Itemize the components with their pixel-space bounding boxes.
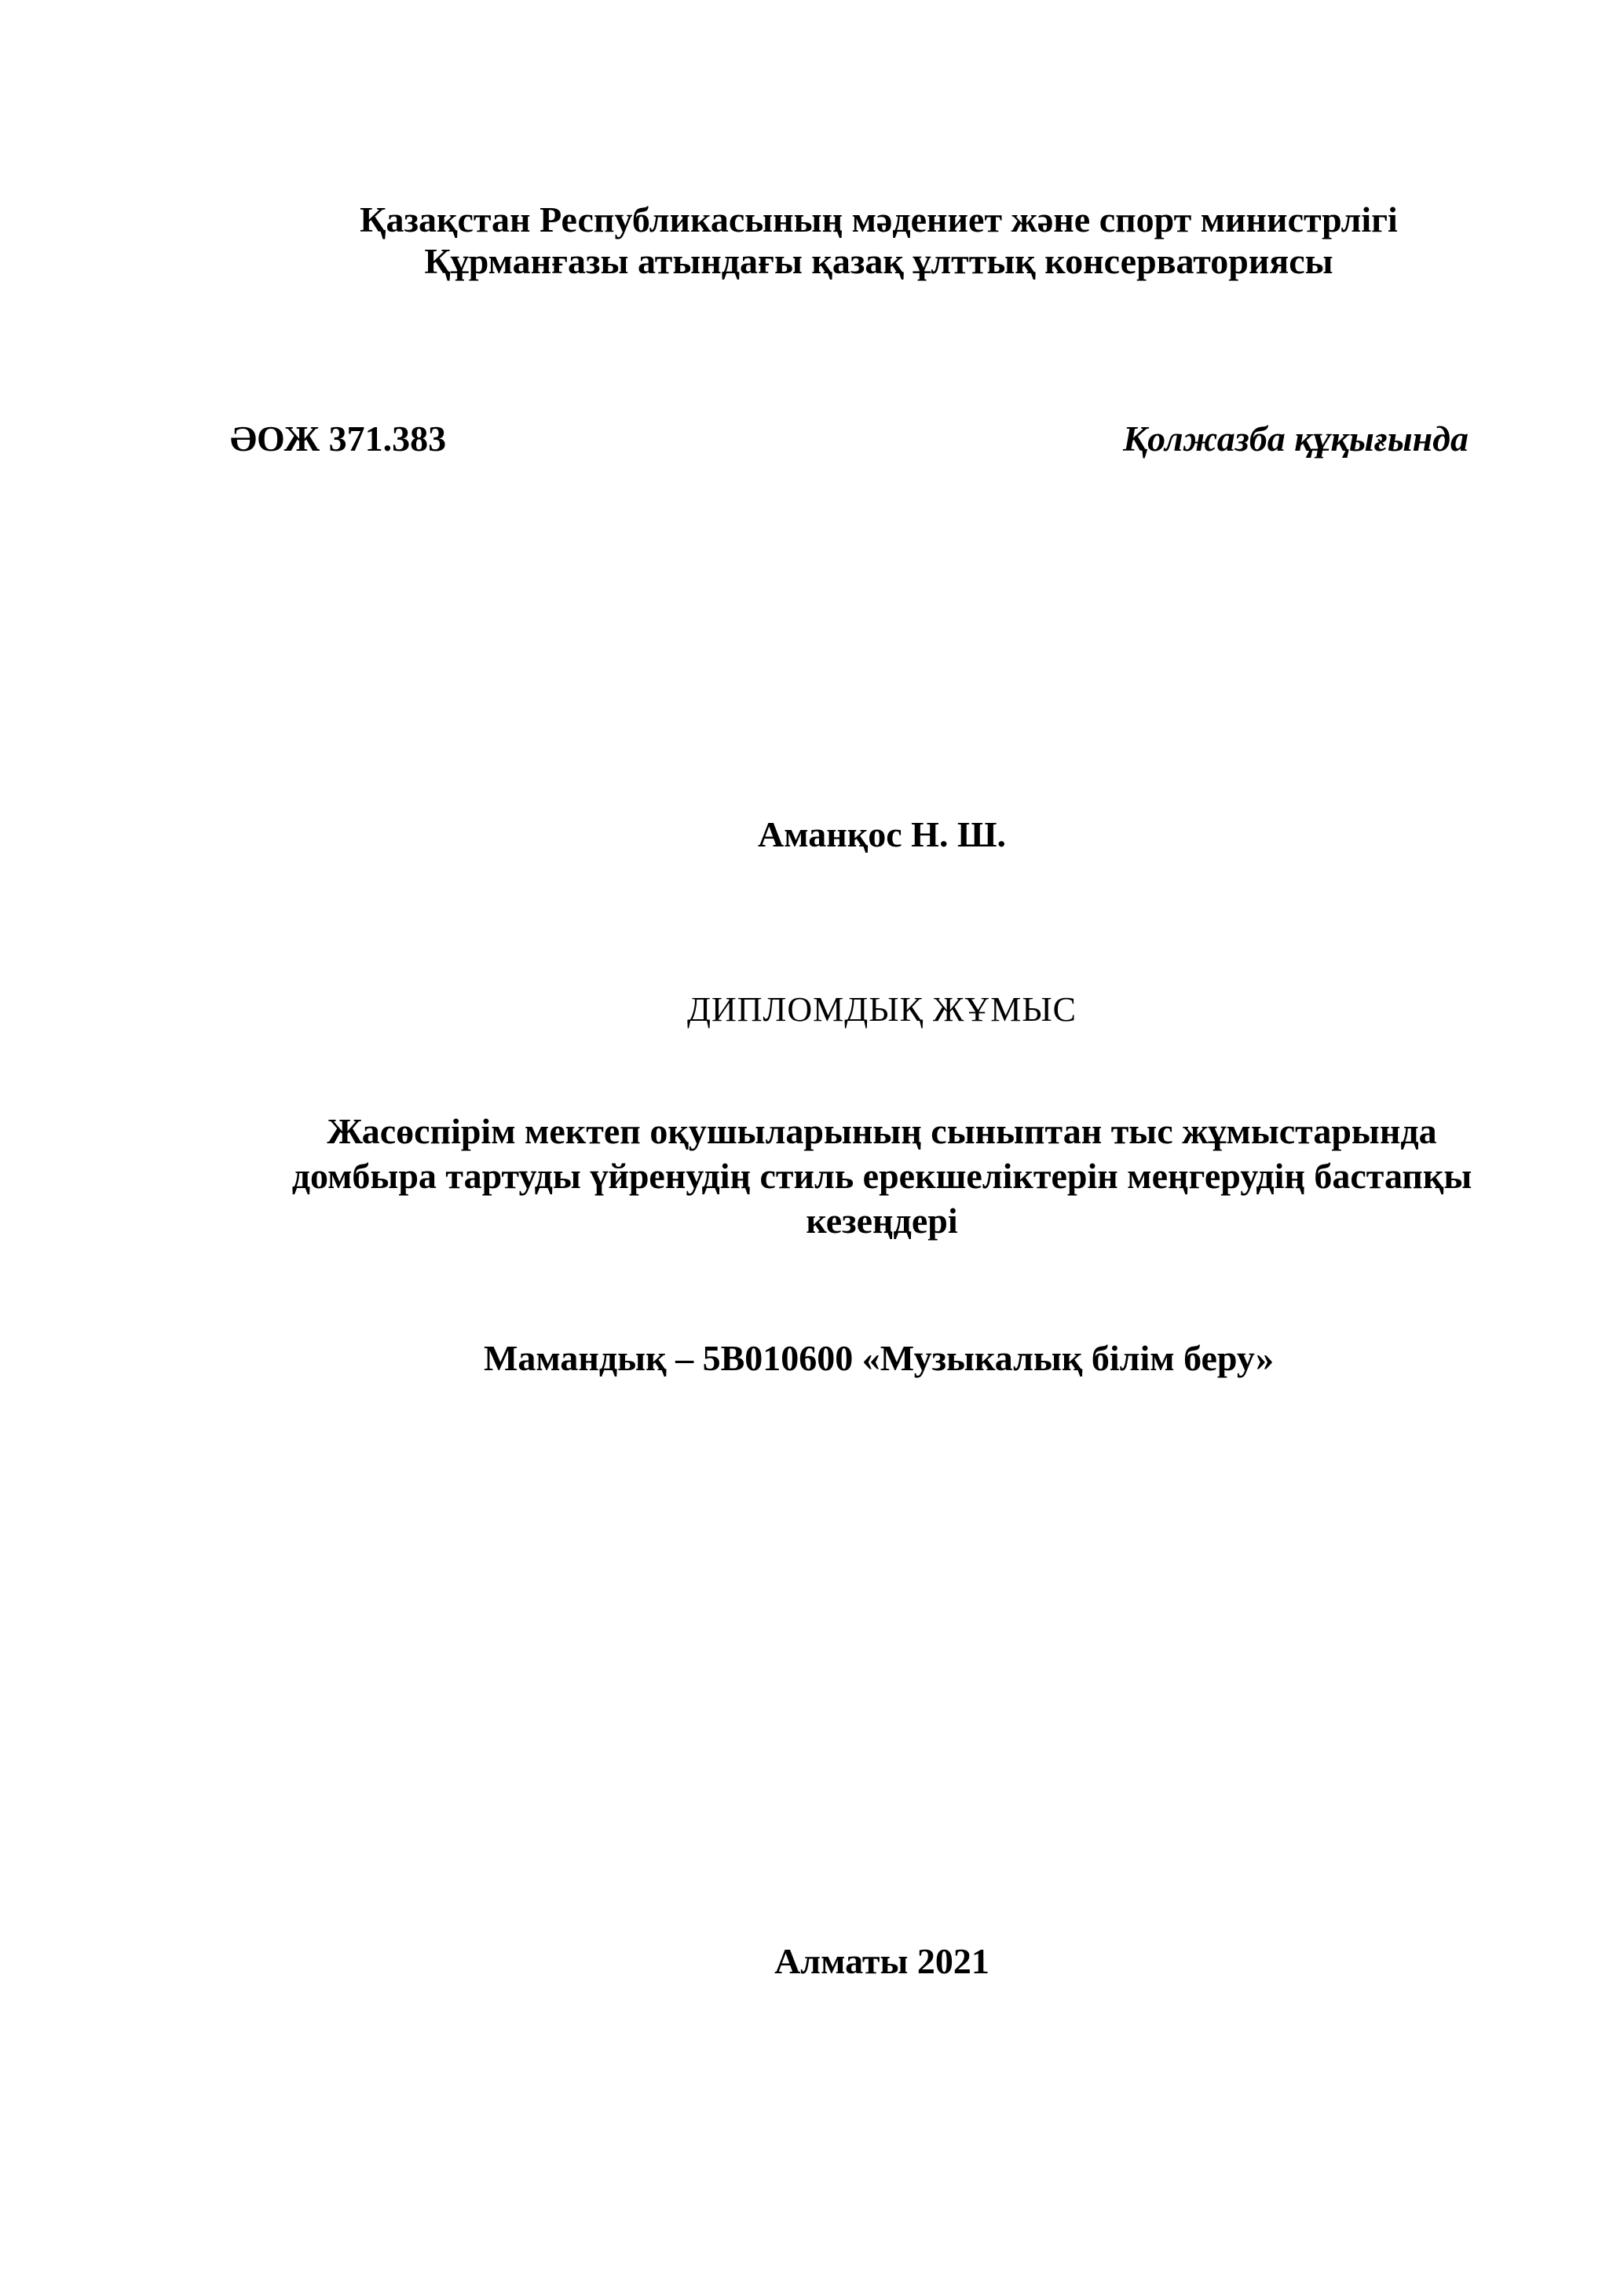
conservatory-name: Құрманғазы атындағы қазақ ұлттық консерваториясы: [424, 241, 1333, 281]
thesis-title: [70, 1109, 1624, 1243]
city-year: Алматы 2021: [774, 1941, 989, 1981]
manuscript-rights: Қолжазба құқығында: [1122, 419, 1469, 459]
thesis-title-line: домбыра тартуды үйренудің стиль ерекшеліктерін меңгерудің бастапқы: [291, 1156, 1472, 1196]
thesis-title-line: Жасөспірім мектеп оқушыларының сыныптан тыс жұмыстарында: [327, 1111, 1437, 1151]
ministry-name: Қазақстан Республикасының мәдениет және спорт министрлігі: [360, 199, 1398, 239]
author-name: Аманқос Н. Ш.: [758, 814, 1006, 854]
specialty: Мамандық – 5В010600 «Музыкалық білім беру»: [483, 1338, 1275, 1378]
udc-code: ӘОЖ 371.383: [230, 419, 447, 459]
thesis-title-line: кезеңдері: [806, 1201, 958, 1241]
work-type-heading: ДИПЛОМДЫҚ ЖҰМЫС: [686, 990, 1077, 1029]
